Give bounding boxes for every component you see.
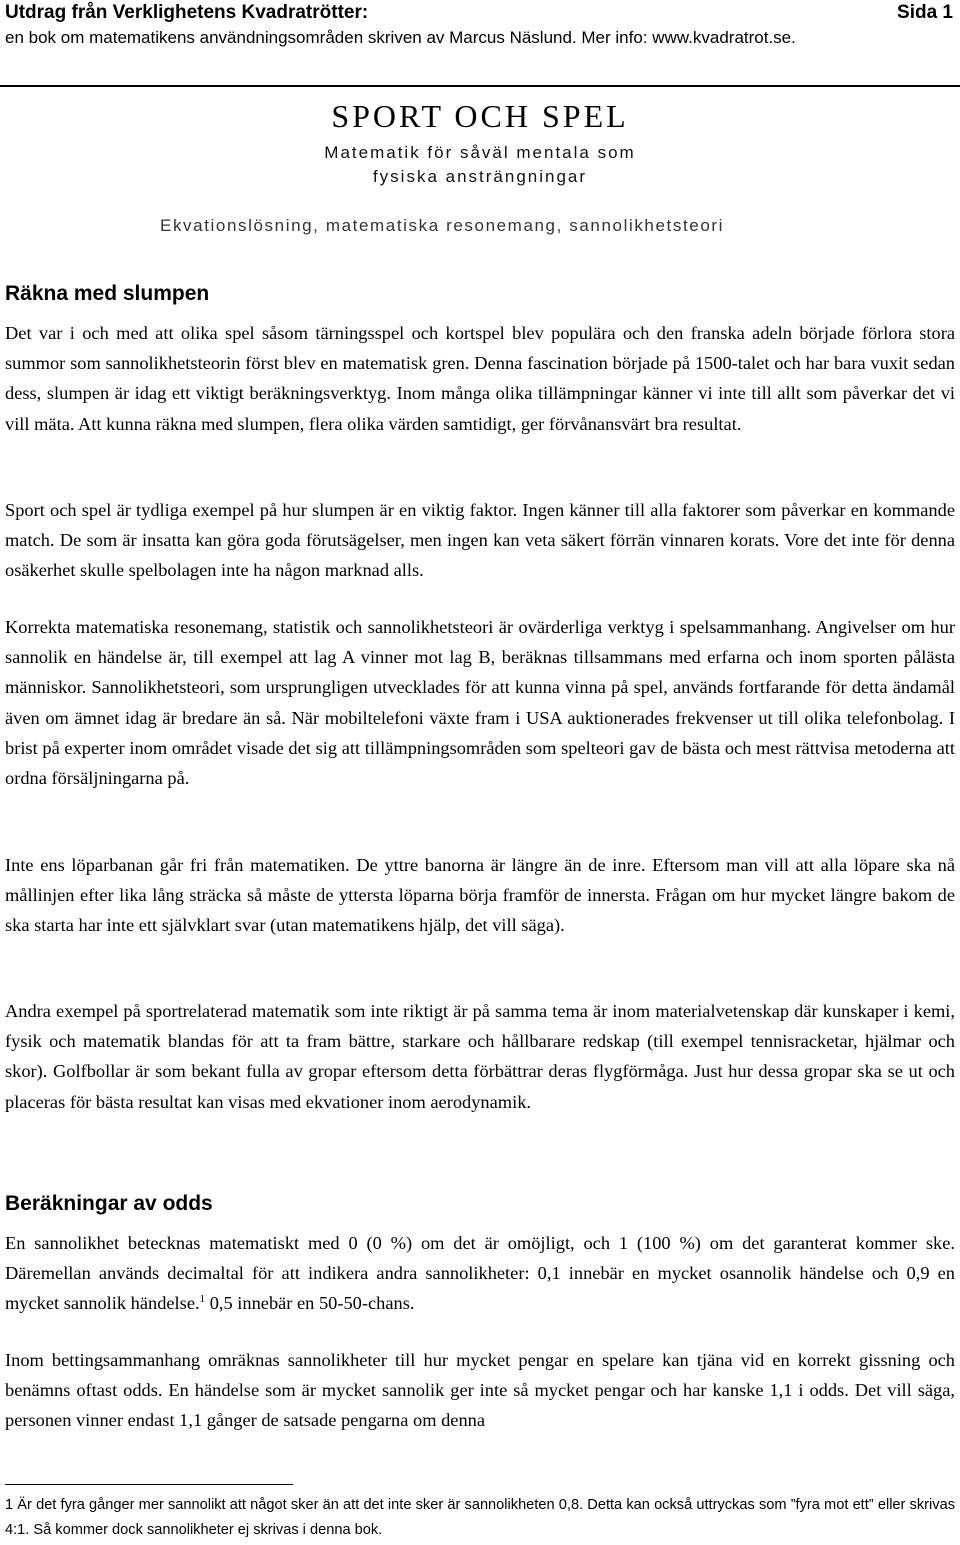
chapter-subtitle-line-2: fysiska ansträngningar: [372, 167, 588, 186]
section-heading-berakningar-av-odds: Beräkningar av odds: [5, 1192, 213, 1215]
paragraph: Andra exempel på sportrelaterad matematik som inte riktigt är på samma tema är inom materialvetenskap där kunskaper i kemi, fysik och matematik blandas för att ta fram bättre, starkare och hållbarare redskap (till exempel tennisracketar, hjälmar och skor). Golfbollar är som bekant fulla av gropar eftersom detta förbättrar deras flygförmåga. Just hur dessa gropar ska se ut och placeras för bästa resultat kan visas med ekvationer inom aerodynamik.: [5, 1001, 955, 1112]
chapter-keywords: Ekvationslösning, matematiska resonemang, sannolikhetsteori: [160, 216, 725, 235]
paragraph: Korrekta matematiska resonemang, statistik och sannolikhetsteori är ovärderliga verktyg i spelsammanhang. Angivelser om hur sannolik en händelse är, till exempel att lag A vinner mot lag B, beräknas tillsammans med erfarna och inom sporten pålästa människor. Sannolikhetsteori, som ursprungligen utvecklades för att kunna vinna på spel, används fortfarande för detta ändamål även om ämnet idag är bredare än så. När mobiltelefoni växte fram i USA auktionerades frekvenser ut till olika telefonbolag. I brist på experter inom området visade det sig att tillämpningsområden som spelteori gav de bästa och mest rättvisa metoderna att ordna försäljningarna på.: [5, 617, 955, 789]
paragraph: Inte ens löparbanan går fri från matematiken. De yttre banorna är längre än de inre. Eftersom man vill att alla löpare ska nå mållinjen efter lika lång sträcka så måste de yttersta löparna börja framför de innersta. Frågan om hur mycket längre bakom de ska starta har inte ett självklart svar (utan matematikens hjälp, det vill säga).: [5, 855, 955, 936]
paragraph: Inom bettingsammanhang omräknas sannolikheter till hur mycket pengar en spelare kan tjäna vid en korrekt gissning och benämns oftast odds. En händelse som är mycket sannolik ger inte så mycket pengar och har kanske 1,1 i odds. Det vill säga, personen vinner endast 1,1 gånger de satsade pengarna om denna: [5, 1350, 955, 1431]
paragraph: [5, 1228, 955, 1319]
chapter-title: SPORT OCH SPEL: [331, 98, 629, 134]
header-divider: [0, 85, 960, 87]
book-title: Utdrag från Verklighetens Kvadratrötter:: [5, 2, 369, 23]
paragraph: Det var i och med att olika spel såsom tärningsspel och kortspel blev populära och den franska adeln började förlora stora summor som sannolikhetsteorin först blev en matematisk gren. Denna fascination började på 1500-talet och har bara vuxit sedan dess, slumpen är idag ett viktigt beräkningsverktyg. Inom många olika tillämpningar känner vi inte till allt som påverkar det vi vill mäta. Att kunna räkna med slumpen, flera olika värden samtidigt, ger förvånansvärt bra resultat.: [5, 323, 955, 434]
paragraph-text: En sannolikhet betecknas matematiskt med 0 (0 %) om det är omöjligt, och 1 (100 %) om det garanterat kommer ske. Däremellan används decimaltal för att indikera andra sannolikheter: 0,1 innebär en mycket osannolik händelse och 0,9 en mycket sannolik händelse.: [5, 1233, 955, 1314]
page-number: Sida 1: [897, 2, 953, 23]
header-top-row: [5, 0, 955, 26]
footnote-divider: [5, 1484, 293, 1485]
footnote: 1 Är det fyra gånger mer sannolikt att något sker än att det inte sker är sannolikheten 0,8. Detta kan också uttryckas som ”fyra mot ett” eller skrivas 4:1. Så kommer dock sannolikheter ej skrivas i denna bok.: [5, 1497, 955, 1538]
chapter-subtitle-line-1: Matematik för såväl mentala som: [324, 143, 636, 162]
footnote-marker: 1: [199, 1293, 206, 1306]
paragraph-text: 0,5 innebär en 50-50-chans.: [205, 1293, 415, 1314]
chapter-subtitle: [0, 141, 960, 189]
byline: en bok om matematikens användningsområden skriven av Marcus Näslund. Mer info: www.kvadratrot.se.: [5, 28, 796, 47]
paragraph: Sport och spel är tydliga exempel på hur slumpen är en viktig faktor. Ingen känner till alla faktorer som påverkar en kommande match. De som är insatta kan göra goda förutsägelser, men ingen kan veta säkert förrän vinnaren korats. Vore det inte för denna osäkerhet skulle spelbolagen inte ha någon marknad alls.: [5, 500, 955, 581]
section-heading-rakna-med-slumpen: Räkna med slumpen: [5, 282, 210, 305]
page-header: [5, 0, 955, 49]
